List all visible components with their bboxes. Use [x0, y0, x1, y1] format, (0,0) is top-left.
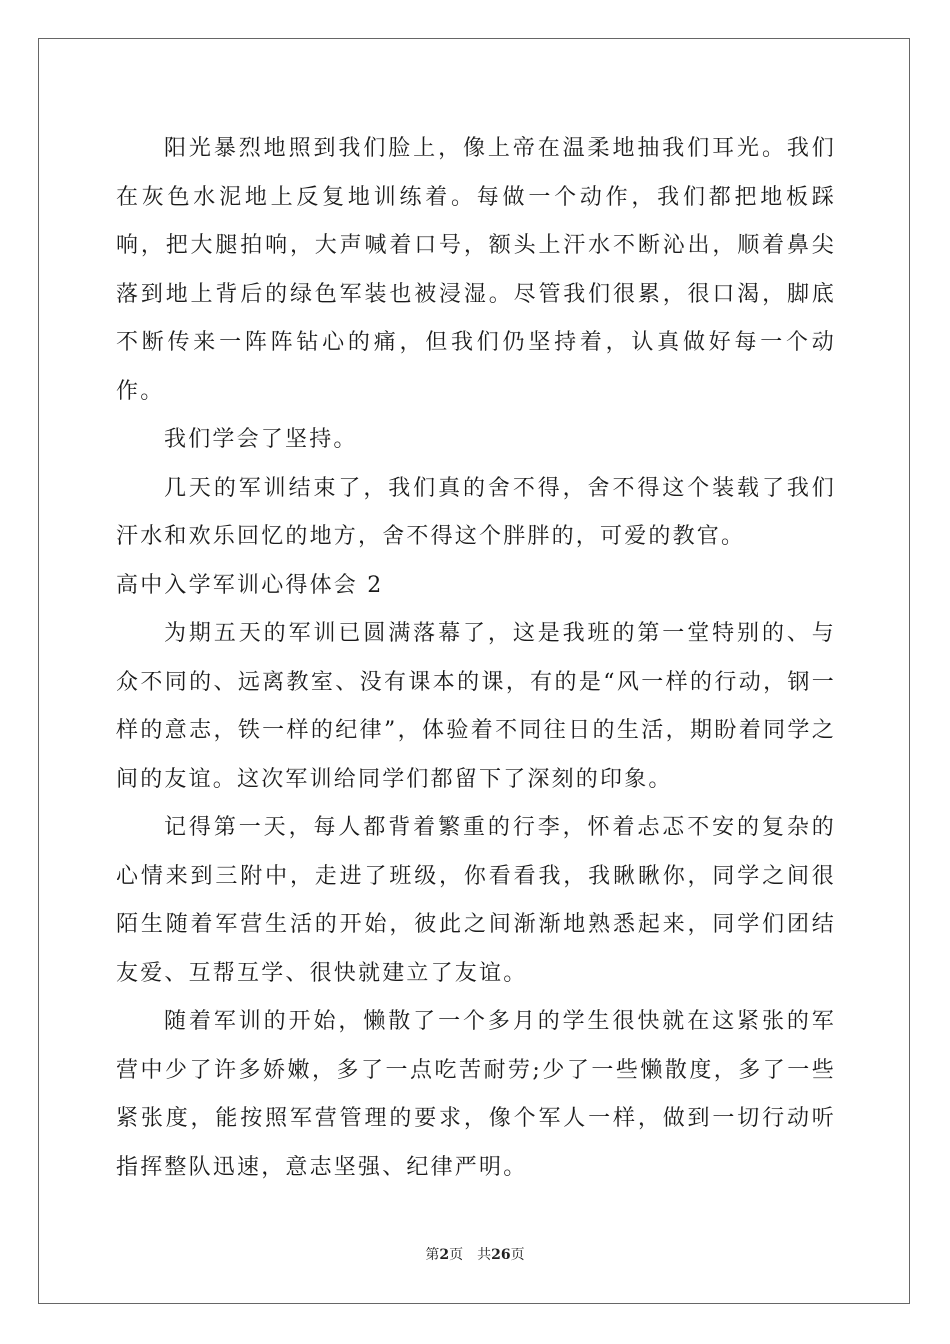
page-current: 2 — [439, 1247, 450, 1263]
page-total: 26 — [491, 1247, 511, 1263]
paragraph: 随着军训的开始，懒散了一个多月的学生很快就在这紧张的军营中少了许多娇嫩，多了一点吃苦耐劳;少了一些懒散度，多了一些紧张度，能按照军营管理的要求，像个军人一样，做到一切行动听指挥整队迅速，意志坚强、纪律严明。 — [116, 1009, 836, 1180]
page-prefix: 第 — [425, 1247, 440, 1263]
paragraph: 为期五天的军训已圆满落幕了，这是我班的第一堂特别的、与众不同的、远离教室、没有课本的课，有的是“风一样的行动，钢一样的意志，铁一样的纪律”，体验着不同往日的生活，期盼着同学之间的友谊。这次军训给同学们都留下了深刻的印象。 — [116, 621, 836, 792]
total-unit: 页 — [510, 1247, 525, 1263]
section-heading: 高中入学军训心得体会 2 — [116, 572, 384, 598]
total-prefix: 共 — [477, 1247, 492, 1263]
paragraph: 我们学会了坚持。 — [164, 427, 358, 452]
paragraph: 阳光暴烈地照到我们脸上，像上帝在温柔地抽我们耳光。我们在灰色水泥地上反复地训练着。每做一个动作，我们都把地板踩响，把大腿拍响，大声喊着口号，额头上汗水不断沁出，顺着鼻尖落到地上背后的绿色军装也被浸湿。尽管我们很累，很口渴，脚底不断传来一阵阵钻心的痛，但我们仍坚持着，认真做好每一个动作。 — [116, 136, 836, 404]
document-body — [116, 125, 836, 1192]
page-footer — [0, 1244, 950, 1264]
paragraph: 几天的军训结束了，我们真的舍不得，舍不得这个装载了我们汗水和欢乐回忆的地方，舍不得这个胖胖的，可爱的教官。 — [116, 475, 836, 549]
page-unit: 页 — [449, 1247, 464, 1263]
paragraph: 记得第一天，每人都背着繁重的行李，怀着忐忑不安的复杂的心情来到三附中，走进了班级，你看看我，我瞅瞅你，同学之间很陌生随着军营生活的开始，彼此之间渐渐地熟悉起来，同学们团结友爱、互帮互学、很快就建立了友谊。 — [116, 815, 836, 986]
